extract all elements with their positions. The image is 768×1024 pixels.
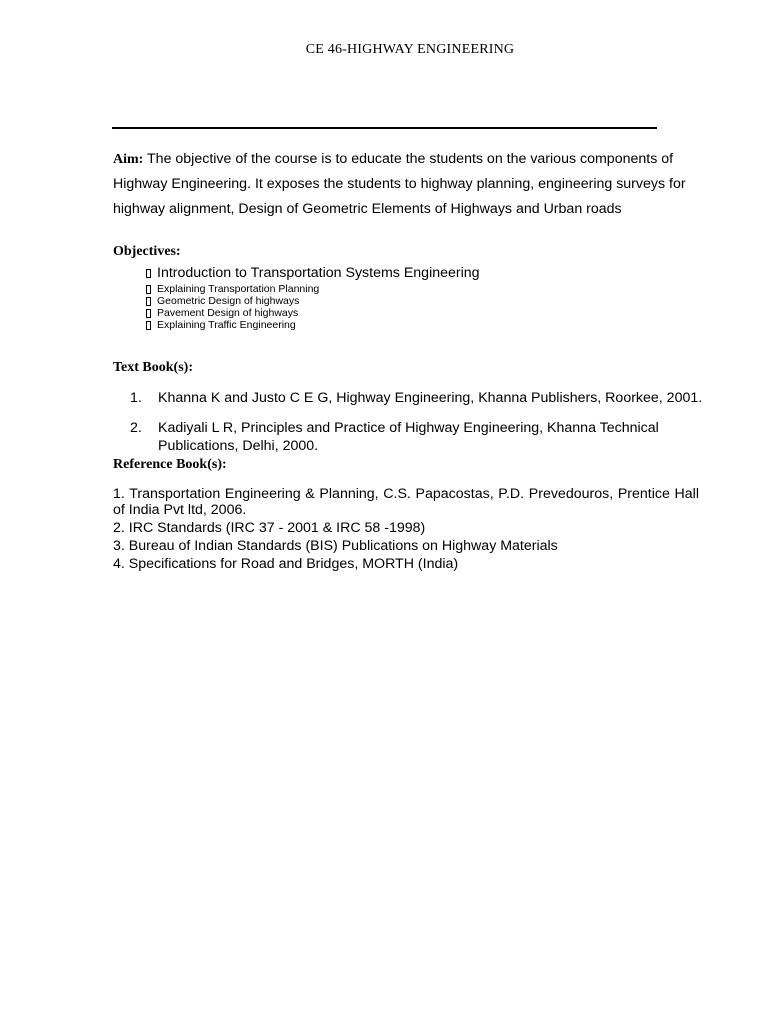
text-book-entry: Khanna K and Justo C E G, Highway Engineering, Khanna Publishers, Roorkee, 2001. [158, 390, 703, 406]
list-item: Explaining Transportation Planning [146, 283, 480, 295]
list-item: Pavement Design of highways [146, 307, 480, 319]
aim-text: The objective of the course is to educate the students on the various components of Highway Engineering. It exposes the students to highway planning, engineering surveys for highway alignment, Design of Geometric Elements of Highways and Urban roads [113, 151, 686, 217]
text-books-list [130, 389, 712, 467]
list-item: 3. Bureau of Indian Standards (BIS) Publications on Highway Materials [113, 538, 558, 554]
bullet-box-icon [146, 309, 151, 318]
list-item [130, 419, 712, 455]
text-book-entry: Kadiyali L R, Principles and Practice of Highway Engineering, Khanna Technical Publications, Delhi, 2000. [158, 420, 659, 454]
reference-books-list [113, 486, 699, 574]
list-item: 4. Specifications for Road and Bridges, MORTH (India) [113, 556, 459, 572]
objectives-heading: Objectives: [113, 244, 181, 259]
list-item: 1. Transportation Engineering & Planning, C.S. Papacostas, P.D. Prevedouros, Prentice Hall of India Pvt ltd, 2006. [113, 486, 699, 518]
list-item: 2. IRC Standards (IRC 37 - 2001 & IRC 58 -1998) [113, 520, 426, 536]
title-divider [112, 127, 657, 129]
bullet-box-icon [146, 297, 151, 306]
aim-paragraph [113, 147, 713, 222]
text-books-heading: Text Book(s): [113, 360, 193, 375]
list-item [130, 389, 712, 407]
list-number: 1. [130, 390, 142, 406]
bullet-box-icon [146, 269, 151, 278]
list-number: 2. [130, 420, 142, 436]
list-item: Geometric Design of highways [146, 295, 480, 307]
bullet-box-icon [146, 321, 151, 330]
bullet-box-icon [146, 285, 151, 294]
reference-books-heading: Reference Book(s): [113, 457, 227, 472]
list-item: Explaining Traffic Engineering [146, 319, 480, 331]
list-item: Introduction to Transportation Systems Engineering [146, 263, 480, 283]
document-title: CE 46-HIGHWAY ENGINEERING [305, 42, 515, 57]
aim-label: Aim: [113, 152, 144, 167]
objectives-list [146, 263, 480, 331]
